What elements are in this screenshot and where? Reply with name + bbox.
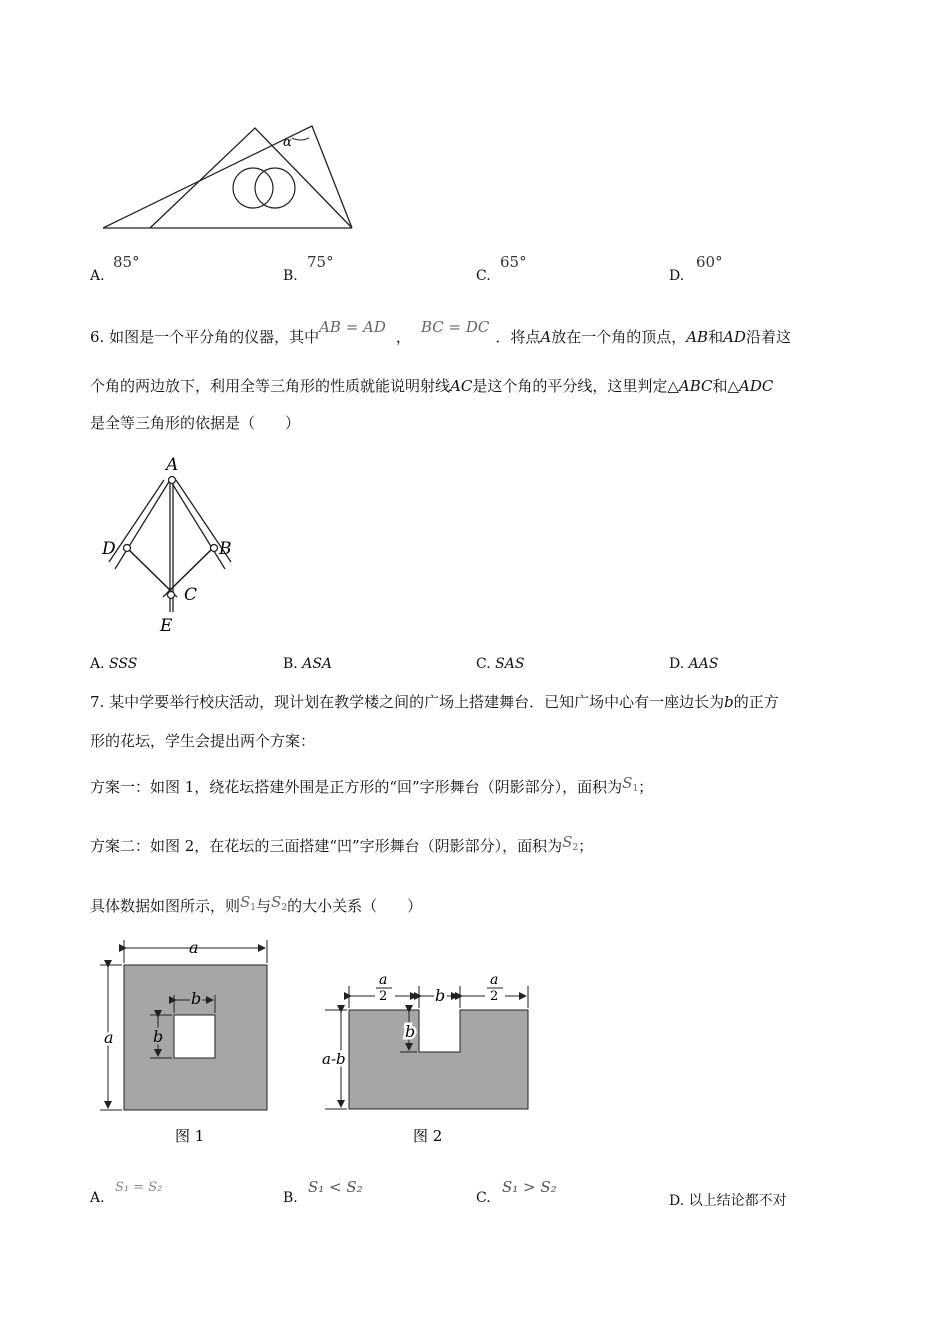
fig2-two-right: 2 — [490, 989, 499, 1004]
q6-tri-abc: △ABC — [667, 377, 713, 395]
q7-option-a-value: S₁ = S₂ — [115, 1180, 163, 1195]
set-square-small — [150, 128, 352, 228]
q6-line3: 是全等三角形的依据是（ ） — [90, 414, 301, 432]
point-c-label: C — [184, 585, 198, 605]
q6-tri-adc: △ADC — [727, 377, 774, 395]
q5-option-d-letter[interactable]: D. — [669, 268, 685, 284]
q6-option-b[interactable]: B. ASA — [283, 656, 333, 672]
q6-line2: 个角的两边放下，利用全等三角形的性质就能说明射线AC是这个角的平分线，这里判定△ABC和△ADC — [90, 377, 774, 395]
fig1-flowerbed — [174, 1015, 215, 1058]
fig1-b-top: b — [191, 989, 202, 1008]
q7-plan2: 方案二：如图 2，在花坛的三面搭建“凹”字形舞台（阴影部分），面积为$S_2$； — [90, 833, 594, 855]
q7-option-d[interactable]: D. 以上结论都不对 — [669, 1193, 787, 1209]
q7-option-c-letter[interactable]: C. — [476, 1190, 491, 1206]
q5-option-c-value: 65° — [500, 253, 527, 271]
q7-line2: 形的花坛，学生会提出两个方案： — [90, 732, 316, 750]
q7-option-b-letter[interactable]: B. — [283, 1190, 298, 1206]
point-b-label: B — [219, 539, 232, 559]
point-e-label: E — [160, 616, 173, 636]
point-a-label: A — [166, 455, 179, 475]
q6-option-c[interactable]: C. SAS — [476, 656, 525, 672]
fig2-caption: 图 2 — [413, 1127, 443, 1145]
q7-figure-2 — [320, 968, 535, 1148]
set-square-hole-2 — [255, 168, 295, 208]
q7-option-c-value: S₁ > S₂ — [502, 1178, 557, 1196]
q7-option-a-letter[interactable]: A. — [90, 1190, 105, 1206]
q5-option-a-value: 85° — [113, 253, 140, 271]
fig2-b-left: b — [405, 1022, 416, 1041]
fig1-caption: 图 1 — [175, 1127, 205, 1145]
q6-eq2: BC = DC — [420, 318, 490, 336]
q5-option-b-value: 75° — [307, 253, 334, 271]
q5-option-c-letter[interactable]: C. — [476, 268, 491, 284]
q5-option-a-letter[interactable]: A. — [90, 268, 105, 284]
q6-line1: 6. 如图是一个平分角的仪器，其中AB = AD，BC = DC．将点A放在一个角的顶点，AB和AD沿着这 — [90, 318, 791, 346]
fig2-ab-left: a-b — [322, 1050, 346, 1068]
fig2-b-top: b — [435, 986, 446, 1005]
fig1-b-left: b — [153, 1027, 164, 1046]
fig2-stage-shaded — [349, 1010, 528, 1109]
q7-plan1: 方案一：如图 1，绕花坛搭建外围是正方形的“回”字形舞台（阴影部分），面积为$S_1$； — [90, 774, 654, 796]
fig2-a-num-left: a — [379, 972, 388, 988]
set-square-hole-1 — [233, 168, 273, 208]
fig2-a-num-right: a — [490, 972, 499, 988]
point-d-label: D — [102, 539, 116, 559]
fig1-a-top: a — [189, 938, 199, 957]
q5-figure — [95, 120, 365, 235]
q7-option-b-value: S₁ < S₂ — [308, 1178, 363, 1196]
q6-option-a[interactable]: A. SSS — [90, 656, 138, 672]
q6-option-d[interactable]: D. AAS — [669, 656, 719, 672]
q6-eq1: AB = AD — [319, 318, 386, 336]
q5-option-d-value: 60° — [696, 253, 723, 271]
q7-line1: 7. 某中学要举行校庆活动，现计划在教学楼之间的广场上搭建舞台．已知广场中心有一座边长为b的正方 — [90, 693, 779, 711]
fig2-two-left: 2 — [379, 989, 388, 1004]
angle-arc — [292, 138, 309, 140]
q5-option-b-letter[interactable]: B. — [283, 268, 298, 284]
alpha-label: α — [283, 135, 292, 150]
set-square-large — [103, 126, 352, 228]
fig1-a-left: a — [104, 1028, 114, 1047]
q7-figure-1 — [95, 935, 280, 1150]
q7-ask: 具体数据如图所示，则$S_1$与$S_2$的大小关系（ ） — [90, 893, 423, 915]
q6-figure — [100, 452, 250, 637]
